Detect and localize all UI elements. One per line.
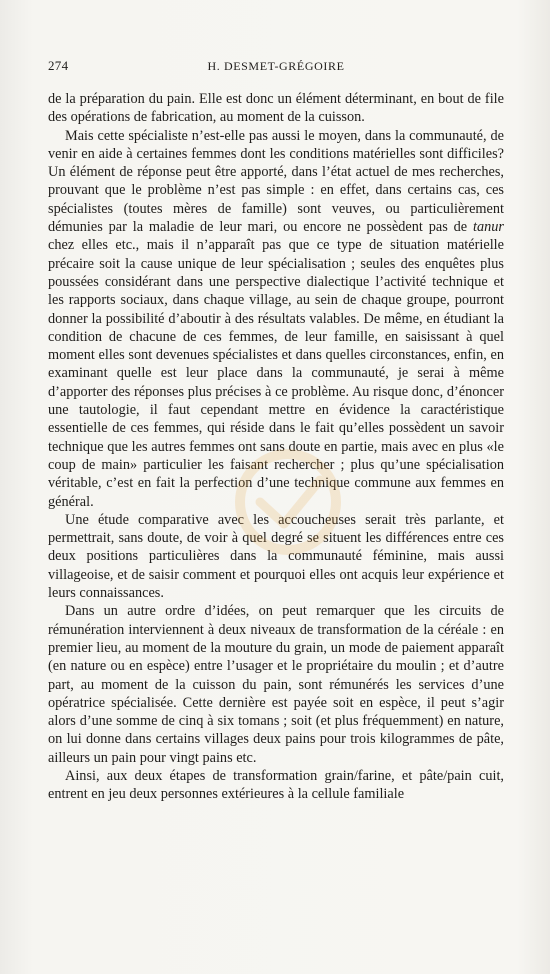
running-head: H. DESMET-GRÉGOIRE	[207, 59, 345, 73]
paragraph	[48, 602, 504, 767]
paragraph-text: Ainsi, aux deux étapes de transformation grain/farine, et pâte/pain cuit, entrent en jeu deux personnes extérieures à la cellule familiale	[48, 767, 504, 803]
paragraph	[48, 127, 504, 511]
paragraph	[48, 511, 504, 602]
paragraph-text: Une étude comparative avec les accoucheuses serait très parlante, et permettrait, sans doute, de voir à quel degré se situent les différences entre ces deux positions particulières dans la communauté féminine, mais aussi villageoise, et de saisir comment et pourquoi elles ont acquis leur expérience et leurs connaissances.	[48, 511, 504, 602]
body-text	[48, 90, 504, 804]
paragraph-text: Dans un autre ordre d’idées, on peut remarquer que les circuits de rémunération interviennent à deux niveaux de transformation de la céréale : en premier lieu, au moment de la mouture du grain, un mode de paiement apparaît (en nature ou en espèce) entre l’usager et le propriétaire du moulin ; et d’autre part, au moment de la cuisson du pain, sont rémunérés les services d’une opératrice spécialisée. Cette dernière est payée soit en espèce, il peut s’agir alors d’une somme de cinq à six tomans ; soit (et plus fréquemment) en nature, on lui donne dans certains villages deux pains pour trois kilogrammes de pâte, ailleurs un pain pour vingt pains etc.	[48, 603, 504, 766]
italic-term: tanur	[473, 219, 504, 236]
paragraph	[48, 767, 504, 804]
paragraph	[48, 90, 504, 127]
paragraph-text: chez elles etc., mais il n’apparaît pas que ce type de situation matérielle précaire soit la cause unique de leur spécialisation ; seules des enquêtes plus poussées considérant dans une perspective dialectique l’activité technique et les rapports sociaux, dans chaque village, au sein de chaque groupe, pourront donner la possibilité d’aboutir à des résultats valables. De même, en étudiant la condition de chacune de ces femmes, de leur famille, en saisissant à quel moment elles sont devenues spécialistes et dans quelles circonstances, enfin, en examinant quelle est leur place dans la communauté, je serai à même d’apporter des réponses plus précises à ce problème. Au risque donc, d’énoncer une tautologie, il faut cependant mettre en évidence la caractéristique essentielle de ces femmes, qui réside dans le fait qu’elles possèdent un savoir technique que les autres femmes ont sans doute en partie, mais avec en plus «le coup de main» particulier les faisant rechercher ; plus qu’une spécialisation véritable, c’est en fait la perfection d’une technique commune aux femmes en général.	[48, 237, 504, 510]
paragraph-text: Mais cette spécialiste n’est-elle pas aussi le moyen, dans la communauté, de venir en aide à certaines femmes dont les conditions matérielles sont difficiles? Un élément de réponse peut être apporté, dans l’état actuel de mes recherches, prouvant que le problème n’est pas simple : en effet, dans certains cas, ces spécialistes (toutes mères de famille) sont veuves, ou particulièrement démunies par la maladie de leur mari, ou encore ne possèdent pas de	[48, 127, 504, 236]
page-number: 274	[48, 58, 69, 73]
page-header	[48, 58, 504, 76]
paragraph-text: de la préparation du pain. Elle est donc un élément déterminant, en bout de file des opérations de fabrication, au moment de la cuisson.	[48, 91, 504, 126]
